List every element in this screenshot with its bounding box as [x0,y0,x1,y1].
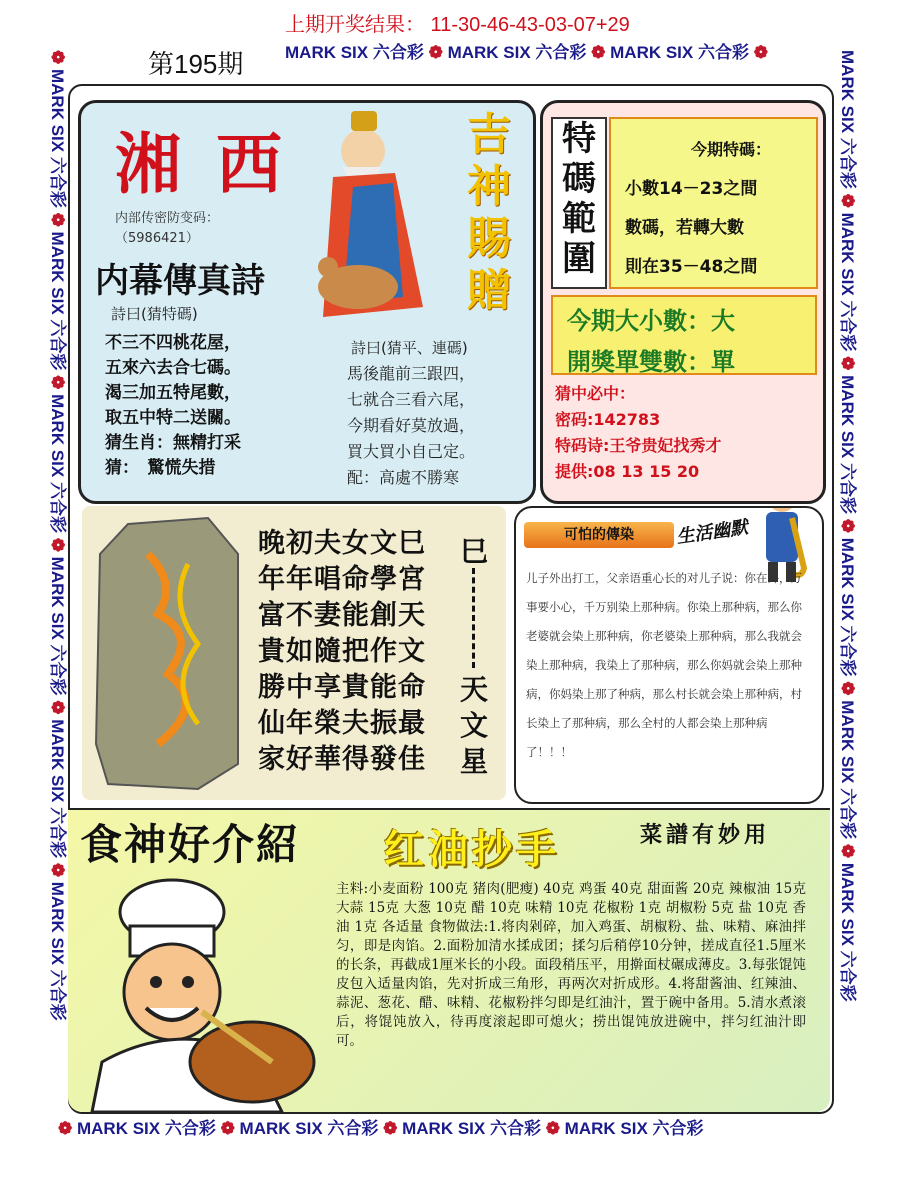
range-box [609,117,818,289]
range-line: 今期特碼： [691,140,772,159]
poem-line: 取五中特二送關。 [105,408,241,428]
right-hint: 詩曰(猜平、連碼) [351,339,468,357]
recipe-text: 主料:小麦面粉 100克 猪肉(肥瘦) 40克 鸡蛋 40克 甜面酱 20克 辣椒油 15克 大蒜 15克 大葱 10克 醋 10克 味精 10克 花椒粉 1克 胡椒粉 5克 盐 10克 香油 1克 各适量 食物做法:1.将肉剁碎，加入鸡蛋、胡椒粉、盐、味精、麻油拌匀，即是肉馅。2.面粉加清水揉成团；揉匀后稍停10分钟，搓成直径1.5厘米的长条，再截成1厘米长的小段。面段稍压平，用擀面杖碾成薄皮。3.每张馄饨皮包入适量肉馅，先对折成三角形，再两次对折成形。4.将甜酱油、红辣油、蒜泥、葱花、醋、味精、花椒粉拌匀即是红油汁，置于碗中备用。5.清水煮滚后，将馄饨放入，待再度滚起即可熄火；捞出馄饨放进碗中，拌匀红油汁即可。 [336,881,806,1049]
hit-line: 特码诗:王爷贵妃找秀才 [555,436,722,455]
hit-line: 猜中必中： [555,384,636,403]
big-small-box [551,295,817,375]
poem-grid-row: 晚初夫女文巳 [258,528,426,559]
hit-line: 密码:142783 [555,410,661,429]
range-line: 小數14－23之間 [625,179,758,199]
section-title: 食神好介紹 [80,820,301,869]
frame-left-strip: ❁ MARK SIX 六合彩 ❁ MARK SIX 六合彩 ❁ MARK SIX 六合彩 ❁ MARK SIX 六合彩 ❁ MARK SIX 六合彩 ❁ MARK SIX 六合彩 [48,50,67,1021]
code-value: （5986421） [115,231,199,246]
story-badge: 可怕的傳染 [524,522,674,548]
right-poem-line: 馬後龍前三跟四， [347,364,476,383]
poem-line: 渴三加五特尾數， [105,383,241,403]
panel-title: 湘 西 [115,125,288,203]
poem-grid [258,526,426,778]
hit-lines [555,381,721,485]
code-label: 内部传密防变码： [115,211,220,226]
middle-right-panel [514,506,824,804]
issue-number: 第195期 [148,49,244,79]
poem-line: 猜生肖：無精打采 [105,433,241,453]
poem-line: 猜： 驚慌失措 [105,458,216,478]
range-line: 則在35－48之間 [625,257,758,277]
poem-title: 内幕傳真詩 [95,261,265,301]
poem-line: 不三不四桃花屋， [105,333,241,353]
poem-lines [105,331,241,481]
story-text: 儿子外出打工，父亲语重心长的对儿子说：你在外，万事要小心，千万别染上那种病。你染上那种病，那么你老婆就会染上那种病，你老婆染上那种病，那么我就会染上那种病，我染上了那种病，那么你妈就会染上那种病，你妈染上那了种病，那么村长就会染上那种病，村长染上了那种病，那么全村的人都会染上那种病了！！！ [526,571,802,759]
middle-left-panel [82,506,506,800]
right-poem-line: 買大買小自己定。 [347,442,476,461]
range-line: 數碼，若轉大數 [625,218,744,238]
frame-top-strip: MARK SIX 六合彩 ❁ MARK SIX 六合彩 ❁ MARK SIX 六合彩 ❁ [285,43,768,62]
poem-hint: 詩曰(猜特碼) [111,305,198,323]
poem-line: 五來六去合七碼。 [105,358,241,378]
deity-illustration [303,107,453,347]
stone-illustration [88,514,248,794]
last-result-banner: 上期开奖结果： 11-30-46-43-03-07+29 [285,14,630,36]
hit-line: 提供:08 13 15 20 [555,462,700,481]
side-title-bottom: 天文星 [460,673,489,778]
frame-bottom-strip: ❁ MARK SIX 六合彩 ❁ MARK SIX 六合彩 ❁ MARK SIX 六合彩 ❁ MARK SIX 六合彩 [58,1119,704,1138]
right-poem-line: 七就合三看六尾， [347,390,476,409]
range-title-box: 特碼範圍 [551,117,607,289]
right-poem [347,361,475,491]
side-title-top: 巳 [460,535,489,568]
chef-illustration [82,872,322,1112]
poem-grid-row: 貴如隨把作文 [258,636,426,667]
right-poem-line: 配：高處不勝寒 [347,468,460,487]
poem-grid-row: 年年唱命學宮 [258,564,426,595]
right-poem-line: 今期看好莫放過， [347,416,476,435]
gold-vertical-title: 吉神賜贈 [467,109,511,316]
tagline: 菜譜有妙用 [640,823,771,848]
story-tag: 生活幽默 [675,517,750,548]
poem-grid-row: 勝中享貴能命 [258,672,426,703]
top-left-panel [78,100,536,504]
side-dashes [472,568,478,668]
poem-grid-row: 富不妻能創天 [258,600,426,631]
poem-grid-row: 家好華得發佳 [258,744,426,775]
top-right-panel [540,100,826,504]
frame-right-strip: MARK SIX 六合彩 ❁ MARK SIX 六合彩 ❁ MARK SIX 六合彩 ❁ MARK SIX 六合彩 ❁ MARK SIX 六合彩 ❁ MARK SIX 六合彩 [838,50,857,1002]
dish-title: 红油抄手 [384,826,560,873]
poem-grid-row: 仙年榮夫振最 [258,708,426,739]
odd-even-line: 開獎單雙數：單 [567,348,735,376]
big-small-line: 今期大小數：大 [567,307,735,335]
